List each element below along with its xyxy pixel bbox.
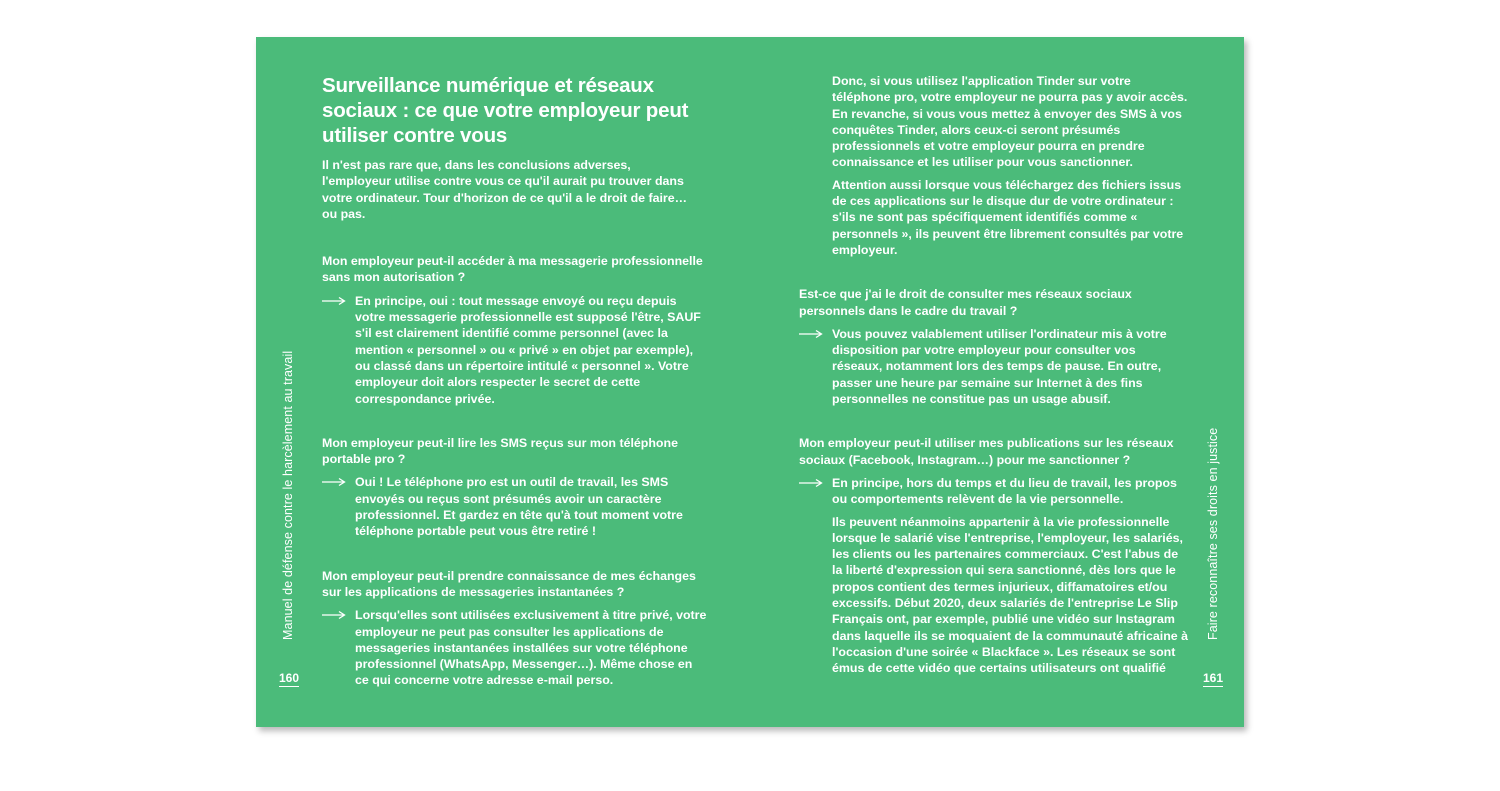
answer-2: [322, 474, 707, 539]
answer-4: [799, 326, 1189, 407]
running-title-right: Faire reconnaître ses droits en justice: [1206, 427, 1220, 640]
paragraph-tinder: Donc, si vous utilisez l'application Tinder sur votre téléphone pro, votre employeur ne pourra pas y avoir accès. En revanche, si vous vous mettez à envoyer des SMS à vos conquêtes Tinder, alors ceux-ci seront présumés professionnels et votre employeur pourra en prendre connaissance et les utiliser pour vous sanctionner.: [832, 74, 1188, 170]
long-arrow-right-icon: [322, 474, 346, 490]
answer-2-text: Oui ! Le téléphone pro est un outil de travail, les SMS envoyés ou reçus sont présumés avoir un caractère professionnel. Et gardez en tête qu'à tout moment votre téléphone portable peut vous être retiré !: [355, 475, 683, 539]
long-arrow-right-icon: [799, 475, 823, 491]
paragraph-downloads: Attention aussi lorsque vous téléchargez des fichiers issus de ces applications sur le disque dur de votre ordinateur : s'ils ne sont pas spécifiquement identifiés comme « personnels », ils peuvent être librement consultés par votre employeur.: [832, 177, 1184, 257]
answer-1: [322, 293, 707, 407]
book-spread: [256, 37, 1244, 727]
question-3: Mon employeur peut-il prendre connaissance de mes échanges sur les applications de messageries instantanées ?: [322, 568, 696, 599]
long-arrow-right-icon: [322, 293, 346, 309]
answer-3-text: Lorsqu'elles sont utilisées exclusivement à titre privé, votre employeur ne peut pas consulter les applications de messageries instantanées installées sur votre téléphone professionnel (WhatsApp, Messenger…). Même chose en ce qui concerne votre adresse e-mail perso.: [355, 608, 707, 688]
long-arrow-right-icon: [799, 326, 823, 342]
answer-3: [322, 607, 707, 688]
intro-paragraph: Il n'est pas rare que, dans les conclusions adverses, l'employeur utilise contre vous ce qu'il aurait pu trouver dans votre ordinateur. Tour d'horizon de ce qu'il a le droit de faire… ou pas.: [322, 158, 688, 221]
page-number-right: 161: [1203, 671, 1224, 685]
running-title-left: Manuel de défense contre le harcèlement au travail: [281, 350, 295, 640]
question-4: Est-ce que j'ai le droit de consulter mes réseaux sociaux personnels dans le cadre du travail ?: [799, 287, 1132, 318]
question-2: Mon employeur peut-il lire les SMS reçus sur mon téléphone portable pro ?: [322, 435, 678, 467]
long-arrow-right-icon: [322, 607, 346, 623]
right-page-content: [799, 73, 1189, 677]
question-5: Mon employeur peut-il utiliser mes publications sur les réseaux sociaux (Facebook, Instagram…) pour me sanctionner ?: [799, 436, 1174, 467]
answer-1-text: En principe, oui : tout message envoyé ou reçu depuis votre messagerie professionnelle est supposé l'être, SAUF s'il est clairement identifié comme personnel (avec la mention « personnel » ou « privé » en objet par exemple), ou classé dans un répertoire intitulé « personnel ». Votre employeur doit alors respecter le secret de cette correspondance privée.: [355, 293, 701, 406]
question-1: Mon employeur peut-il accéder à ma messagerie professionnelle sans mon autorisation ?: [322, 254, 703, 285]
left-page-content: [322, 73, 707, 689]
page-title: Surveillance numérique et réseaux sociaux : ce que votre employeur peut utiliser contre vous: [322, 74, 689, 147]
page-number-left: 160: [279, 671, 300, 685]
answer-5-text: En principe, hors du temps et du lieu de travail, les propos ou comportements relèvent de la vie personnelle.: [832, 475, 1177, 507]
paragraph-social-abuse: Ils peuvent néanmoins appartenir à la vie professionnelle lorsque le salarié vise l'entreprise, l'employeur, les salariés, les clients ou les partenaires commerciaux. C'est l'abus de la liberté d'expression qui sera sanctionné, dès lors que le propos contient des termes injurieux, diffamatoires et/ou excessifs. Début 2020, deux salariés de l'entreprise Le Slip Français ont, par exemple, publié une vidéo sur Instagram dans laquelle ils se moquaient de la communauté africaine à l'occasion d'une soirée « Blackface ». Les réseaux se sont émus de cette vidéo que certains utilisateurs ont qualifié: [832, 514, 1189, 676]
answer-4-text: Vous pouvez valablement utiliser l'ordinateur mis à votre disposition par votre employeur pour consulter vos réseaux, notamment lors des temps de pause. En outre, passer une heure par semaine sur Internet à des fins personnelles ne constitue pas un usage abusif.: [832, 326, 1167, 407]
answer-5: [799, 475, 1189, 508]
